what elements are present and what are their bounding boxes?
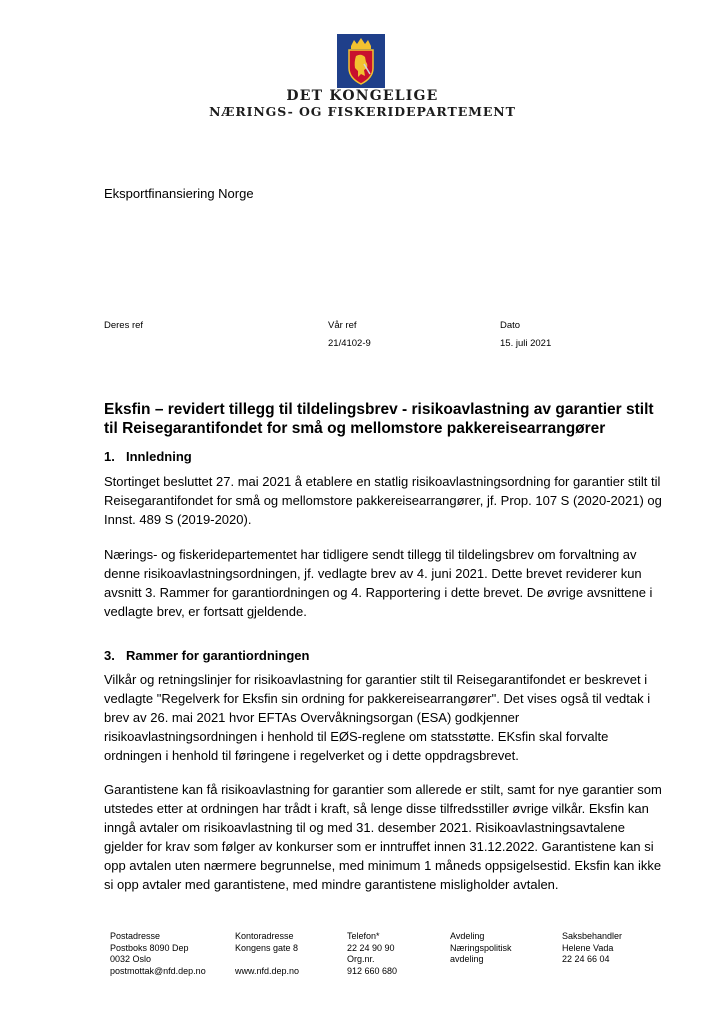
footer-text: 0032 Oslo [110, 954, 152, 964]
footer-text: Næringspolitisk [450, 942, 512, 953]
paragraph: Vilkår og retningslinjer for risikoavlastning for garantier stilt til Reisegarantifondet er beskrevet i vedlagte "Regelverk for Eksfin sin ordning for pakkereisearrangører". Det vises også til vedtak i brev av 26. mai 2021 hvor EFTAs Overvåkningsorgan (ESA) godkjenner risikoavlastningsordningen i henhold til EØS-reglene om statsstøtte. EKsfin skal forvalte ordningen i henhold til føringene i regelverket og i dette oppdragsbrevet. [104, 672, 651, 763]
footer-text: Avdeling [450, 931, 485, 941]
footer-phone [347, 931, 397, 977]
recipient-name: Eksportfinansiering Norge [104, 186, 254, 201]
footer-text: 22 24 90 90 [347, 942, 395, 953]
footer-text: Helene Vada [562, 942, 614, 953]
footer-text: avdeling [450, 954, 484, 964]
paragraph: Garantistene kan få risikoavlastning for garantier som allerede er stilt, samt for nye garantier som utstedes etter at ordningen har trådt i kraft, så lenge disse tilfredsstiller øvrige vilkår. Eksfin kan inngå avtaler om risikoavlastning til og med 31. desember 2021. Risikoavlastningsavtalene gjelder for krav som følger av konkurser som er inntruffet innen 31.12.2022. Garantistene kan si opp avtalen uten nærmere begrunnelse, med minimum 1 måneds oppsigelsestid. Eksfin kan ikke si opp avtaler med garantistene, med mindre garantistene misligholder avtalen. [104, 782, 662, 892]
paragraph: Stortinget besluttet 27. mai 2021 å etablere en statlig risikoavlastningsordning for garantier stilt til Reisegarantifondet for små og mellomstore pakkereisearrangører, jf. Prop. 107 S (2020-2021) og Innst. 489 S (2019-2020). [104, 474, 662, 527]
deres-ref-label: Deres ref [104, 320, 144, 331]
var-ref-value: 21/4102-9 [328, 338, 371, 349]
department-name-line2: NÆRINGS- OG FISKERIDEPARTEMENT [209, 104, 516, 119]
footer-text: Postboks 8090 Dep [110, 942, 189, 953]
footer-text: Saksbehandler [562, 931, 623, 941]
footer-website-link[interactable]: www.nfd.dep.no [235, 965, 300, 976]
footer-office-address [235, 931, 299, 977]
section-number: 3. [104, 648, 115, 663]
footer-text: Kongens gate 8 [235, 942, 299, 953]
footer-text: Org.nr. [347, 954, 375, 964]
footer-postal-address [110, 931, 206, 977]
footer-text: 22 24 66 04 [562, 954, 610, 964]
department-name-line1: DET KONGELIGE [286, 88, 439, 104]
lion-crest-icon [337, 34, 385, 88]
var-ref-label: Vår ref [328, 320, 357, 331]
letter-title: Eksfin – revidert tillegg til tildelingsbrev - risikoavlastning av garantier stilt til Reisegarantifondet for små og mellomstore pakkereisearrangører [104, 401, 654, 437]
section-number: 1. [104, 449, 115, 464]
footer-text: Telefon* [347, 931, 380, 941]
section-heading-text: Rammer for garantiordningen [126, 648, 310, 663]
footer-email-link[interactable]: postmottak@nfd.dep.no [110, 965, 206, 976]
footer-case-officer [562, 931, 622, 966]
coat-of-arms-logo [337, 34, 385, 88]
dato-value: 15. juli 2021 [500, 338, 552, 349]
dato-label: Dato [500, 320, 521, 331]
section-heading-text: Innledning [126, 449, 192, 464]
footer-text: 912 660 680 [347, 965, 398, 976]
section-heading-rammer [104, 648, 309, 663]
footer-text [235, 954, 299, 966]
footer-text: Kontoradresse [235, 931, 294, 941]
paragraph: Nærings- og fiskeridepartementet har tidligere sendt tillegg til tildelingsbrev om forvaltning av denne risikoavlastningsordningen, jf. vedlagte brev av 4. juni 2021. Dette brevet reviderer kun avsnitt 3. Rammer for garantiordningen og 4. Rapportering i dette brevet. De øvrige avsnittene i vedlagte brev, er fortsatt gjeldende. [104, 547, 653, 619]
section-heading-innledning [104, 449, 192, 464]
footer-text: Postadresse [110, 931, 161, 941]
footer-department [450, 931, 512, 966]
